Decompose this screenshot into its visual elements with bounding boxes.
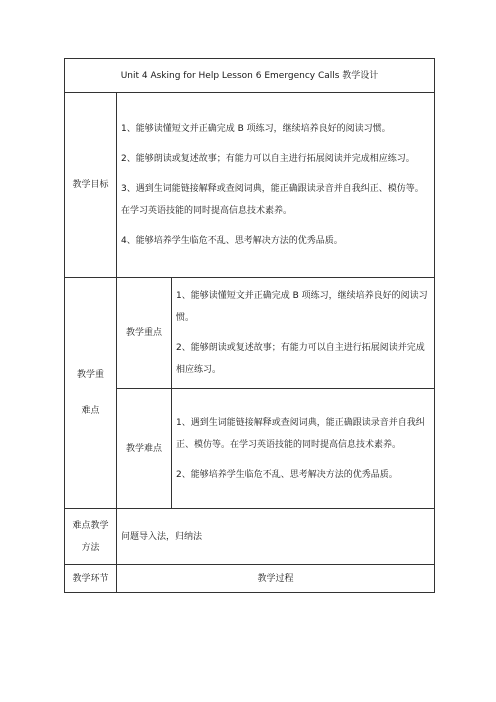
difficult-points-row: [65, 389, 435, 509]
key-difficult-label: [65, 278, 117, 509]
method-value: 问题导入法，归纳法: [117, 509, 435, 565]
method-label-line2: 方法: [81, 542, 100, 553]
objective-item: 2、能够朗读或复述故事；有能力可以自主进行拓展阅读并完成相应练习。: [121, 154, 415, 164]
objectives-label: 教学目标: [65, 93, 117, 278]
method-label-line1: 难点教学: [72, 520, 109, 531]
difficult-points-label: 教学难点: [117, 389, 172, 509]
key-points-label: 教学重点: [117, 278, 172, 389]
title-row: [65, 59, 435, 93]
lesson-plan-table: [64, 58, 435, 593]
objectives-content: [117, 93, 435, 278]
objective-item: 1、能够读懂短文并正确完成 B 项练习，继续培养良好的阅读习惯。: [121, 124, 391, 134]
key-points-content: [172, 278, 435, 389]
difficult-point-item: 2、能够培养学生临危不乱、思考解决方法的优秀品质。: [176, 469, 398, 480]
key-point-item: 2、能够朗读或复述故事；有能力可以自主进行拓展阅读并完成相应练习。: [176, 343, 425, 375]
key-difficult-label-line2: 难点: [81, 406, 100, 416]
document-title: Unit 4 Asking for Help Lesson 6 Emergency Calls 教学设计: [65, 59, 435, 93]
key-difficult-label-line1: 教学重: [76, 370, 104, 380]
objective-item: 4、能够培养学生临危不乱、思考解决方法的优秀品质。: [121, 236, 343, 246]
objectives-row: [65, 93, 435, 278]
steps-header-row: [65, 565, 435, 593]
key-point-item: 1、能够读懂短文并正确完成 B 项练习，继续培养良好的阅读习惯。: [176, 291, 428, 323]
method-label: [65, 509, 117, 565]
objective-item: 3、遇到生词能链接解释或查阅词典，能正确跟读录音并自我纠正、模仿等。在学习英语技能的同时提高信息技术素养。: [121, 184, 424, 216]
difficult-points-content: [172, 389, 435, 509]
method-row: [65, 509, 435, 565]
difficult-point-item: 1、遇到生词能链接解释或查阅词典，能正确跟读录音并自我纠正、模仿等。在学习英语技能的同时提高信息技术素养。: [176, 417, 425, 450]
steps-label: 教学环节: [65, 565, 117, 593]
key-points-row: [65, 278, 435, 389]
process-label: 教学过程: [117, 565, 435, 593]
